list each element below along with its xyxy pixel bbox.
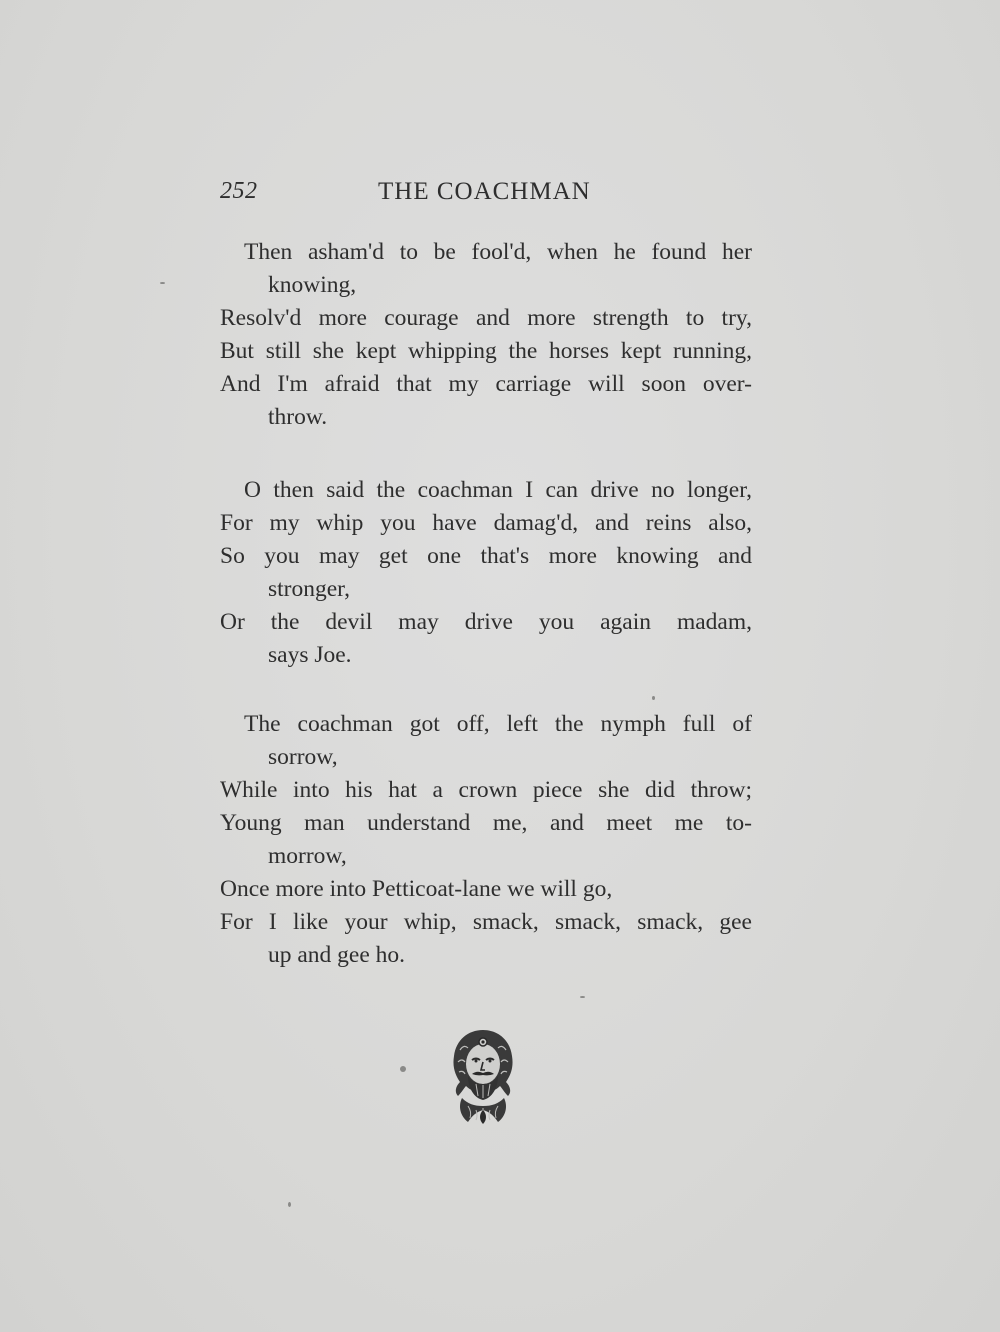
verse-line: And I'm afraid that my carriage will soon over-	[220, 371, 752, 397]
verse-line: So you may get one that's more knowing and	[220, 543, 752, 569]
page-number: 252	[220, 178, 258, 204]
verse-line-turnover: sorrow,	[268, 744, 338, 770]
verse-line: While into his hat a crown piece she did throw;	[220, 777, 752, 803]
stanza-3	[220, 708, 752, 972]
verse-line-turnover: stronger,	[268, 576, 350, 602]
verse-line: Once more into Petticoat-lane we will go,	[220, 876, 613, 902]
verse-line-turnover: knowing,	[268, 272, 357, 298]
paper-speck	[288, 1202, 291, 1207]
stanza-1	[220, 236, 752, 434]
verse-line: The coachman got off, left the nymph full of	[244, 711, 752, 737]
verse-line: Young man understand me, and meet me to-	[220, 810, 752, 836]
running-title: THE COACHMAN	[378, 178, 591, 205]
verse-line: But still she kept whipping the horses kept running,	[220, 338, 752, 364]
stanza-2	[220, 474, 752, 672]
verse-line: O then said the coachman I can drive no longer,	[244, 477, 752, 503]
verse-line-turnover: morrow,	[268, 843, 347, 869]
verse-line: For I like your whip, smack, smack, smack, gee	[220, 909, 752, 935]
bearded-face-tailpiece-icon	[446, 1026, 520, 1126]
verse-line: For my whip you have damag'd, and reins also,	[220, 510, 752, 536]
verse-line-turnover: says Joe.	[268, 642, 352, 668]
paper-speck	[652, 696, 655, 700]
paper-speck	[580, 996, 585, 998]
page-header	[220, 178, 760, 212]
verse-line-turnover: up and gee ho.	[268, 942, 406, 968]
verse-line: Then asham'd to be fool'd, when he found her	[244, 239, 752, 265]
verse-line: Resolv'd more courage and more strength to try,	[220, 305, 752, 331]
paper-speck	[160, 282, 165, 284]
paper-speck	[400, 1066, 406, 1072]
verse-line-turnover: throw.	[268, 404, 328, 430]
verse-line: Or the devil may drive you again madam,	[220, 609, 752, 635]
